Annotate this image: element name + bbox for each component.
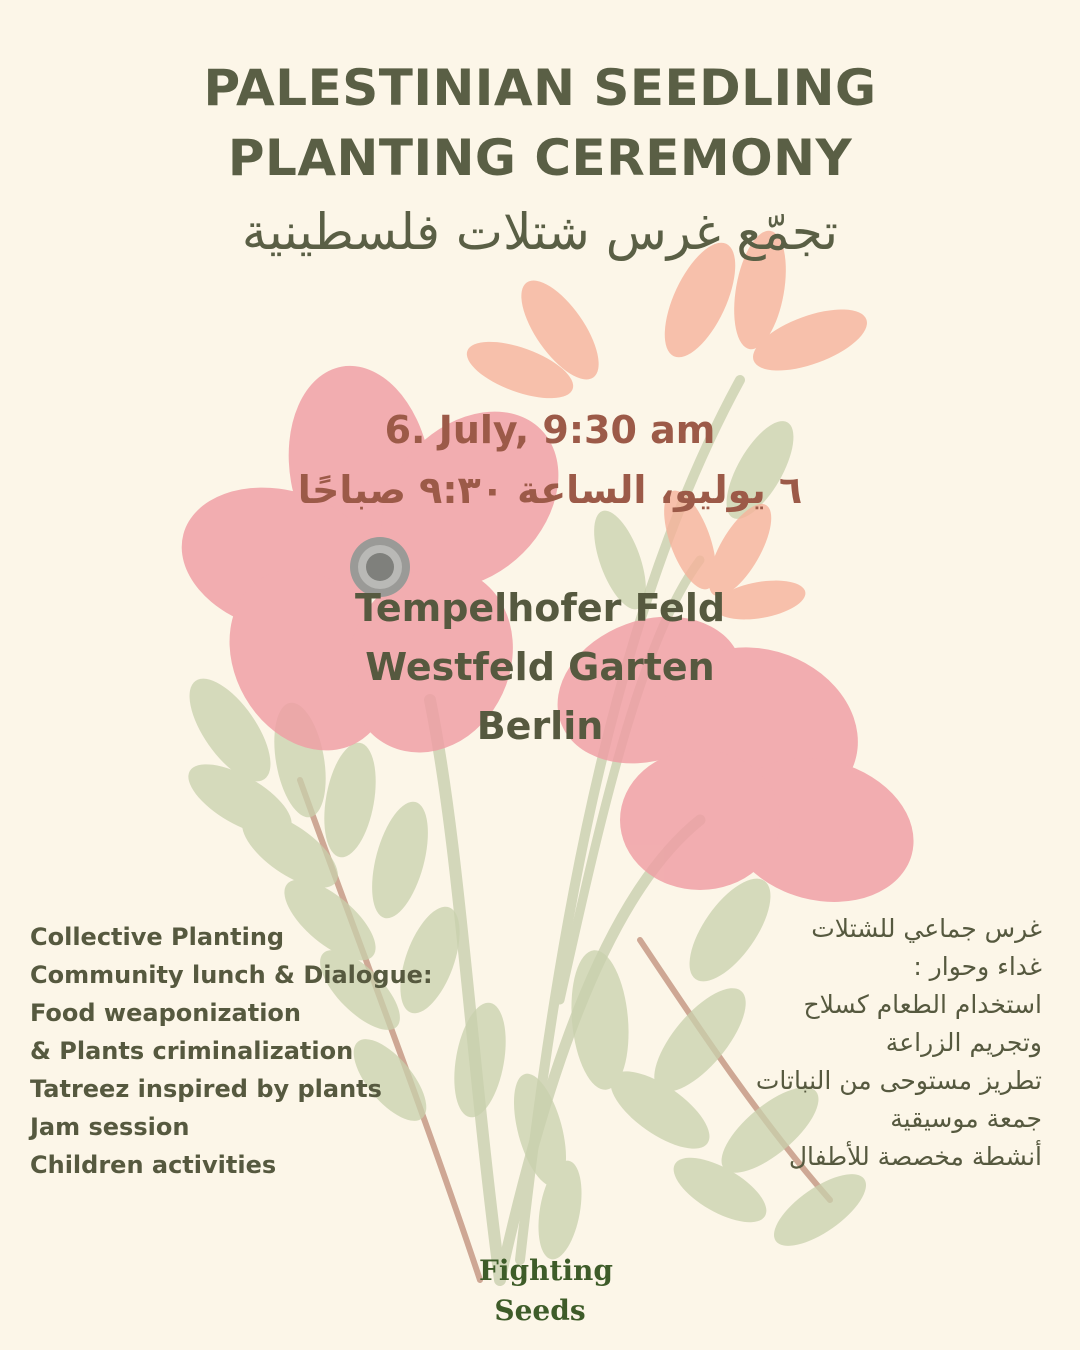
event-date-english: 6. July, 9:30 am — [384, 408, 716, 452]
list-item: Children activities — [30, 1151, 277, 1179]
list-item: جمعة موسيقية — [890, 1104, 1042, 1133]
event-title-line2: PLANTING CEREMONY — [227, 129, 853, 187]
activities-list-arabic — [756, 910, 1042, 1176]
list-item: وتجريم الزراعة — [885, 1028, 1042, 1057]
list-item: Community lunch & Dialogue: — [30, 961, 433, 989]
event-title-arabic: تجمّع غرس شتلات فلسطينية — [241, 203, 839, 261]
list-item: تطريز مستوحى من النباتات — [755, 1066, 1042, 1095]
list-item: Tatreez inspired by plants — [30, 1075, 382, 1103]
brand-logo-line1: Fighting — [479, 1254, 613, 1287]
activities-list-english — [30, 918, 433, 1184]
list-item: Jam session — [30, 1113, 190, 1141]
location-line3: Berlin — [476, 704, 604, 748]
event-date-arabic: ٦ يوليو، الساعة ٩:٣٠ صباحًا — [297, 468, 803, 512]
list-item: غرس جماعي للشتلات — [811, 914, 1042, 943]
list-item: Food weaponization — [30, 999, 301, 1027]
brand-logo-line2: Seeds — [494, 1294, 586, 1327]
list-item: استخدام الطعام كسلاح — [803, 990, 1042, 1019]
list-item: Collective Planting — [30, 923, 285, 951]
list-item: أنشطة مخصصة للأطفال — [788, 1142, 1042, 1171]
list-item: & Plants criminalization — [30, 1037, 354, 1065]
event-title-line1: PALESTINIAN SEEDLING — [203, 59, 877, 117]
location-line2: Westfeld Garten — [365, 645, 715, 689]
list-item: غداء وحوار : — [913, 952, 1042, 981]
location-line1: Tempelhofer Feld — [354, 586, 726, 630]
